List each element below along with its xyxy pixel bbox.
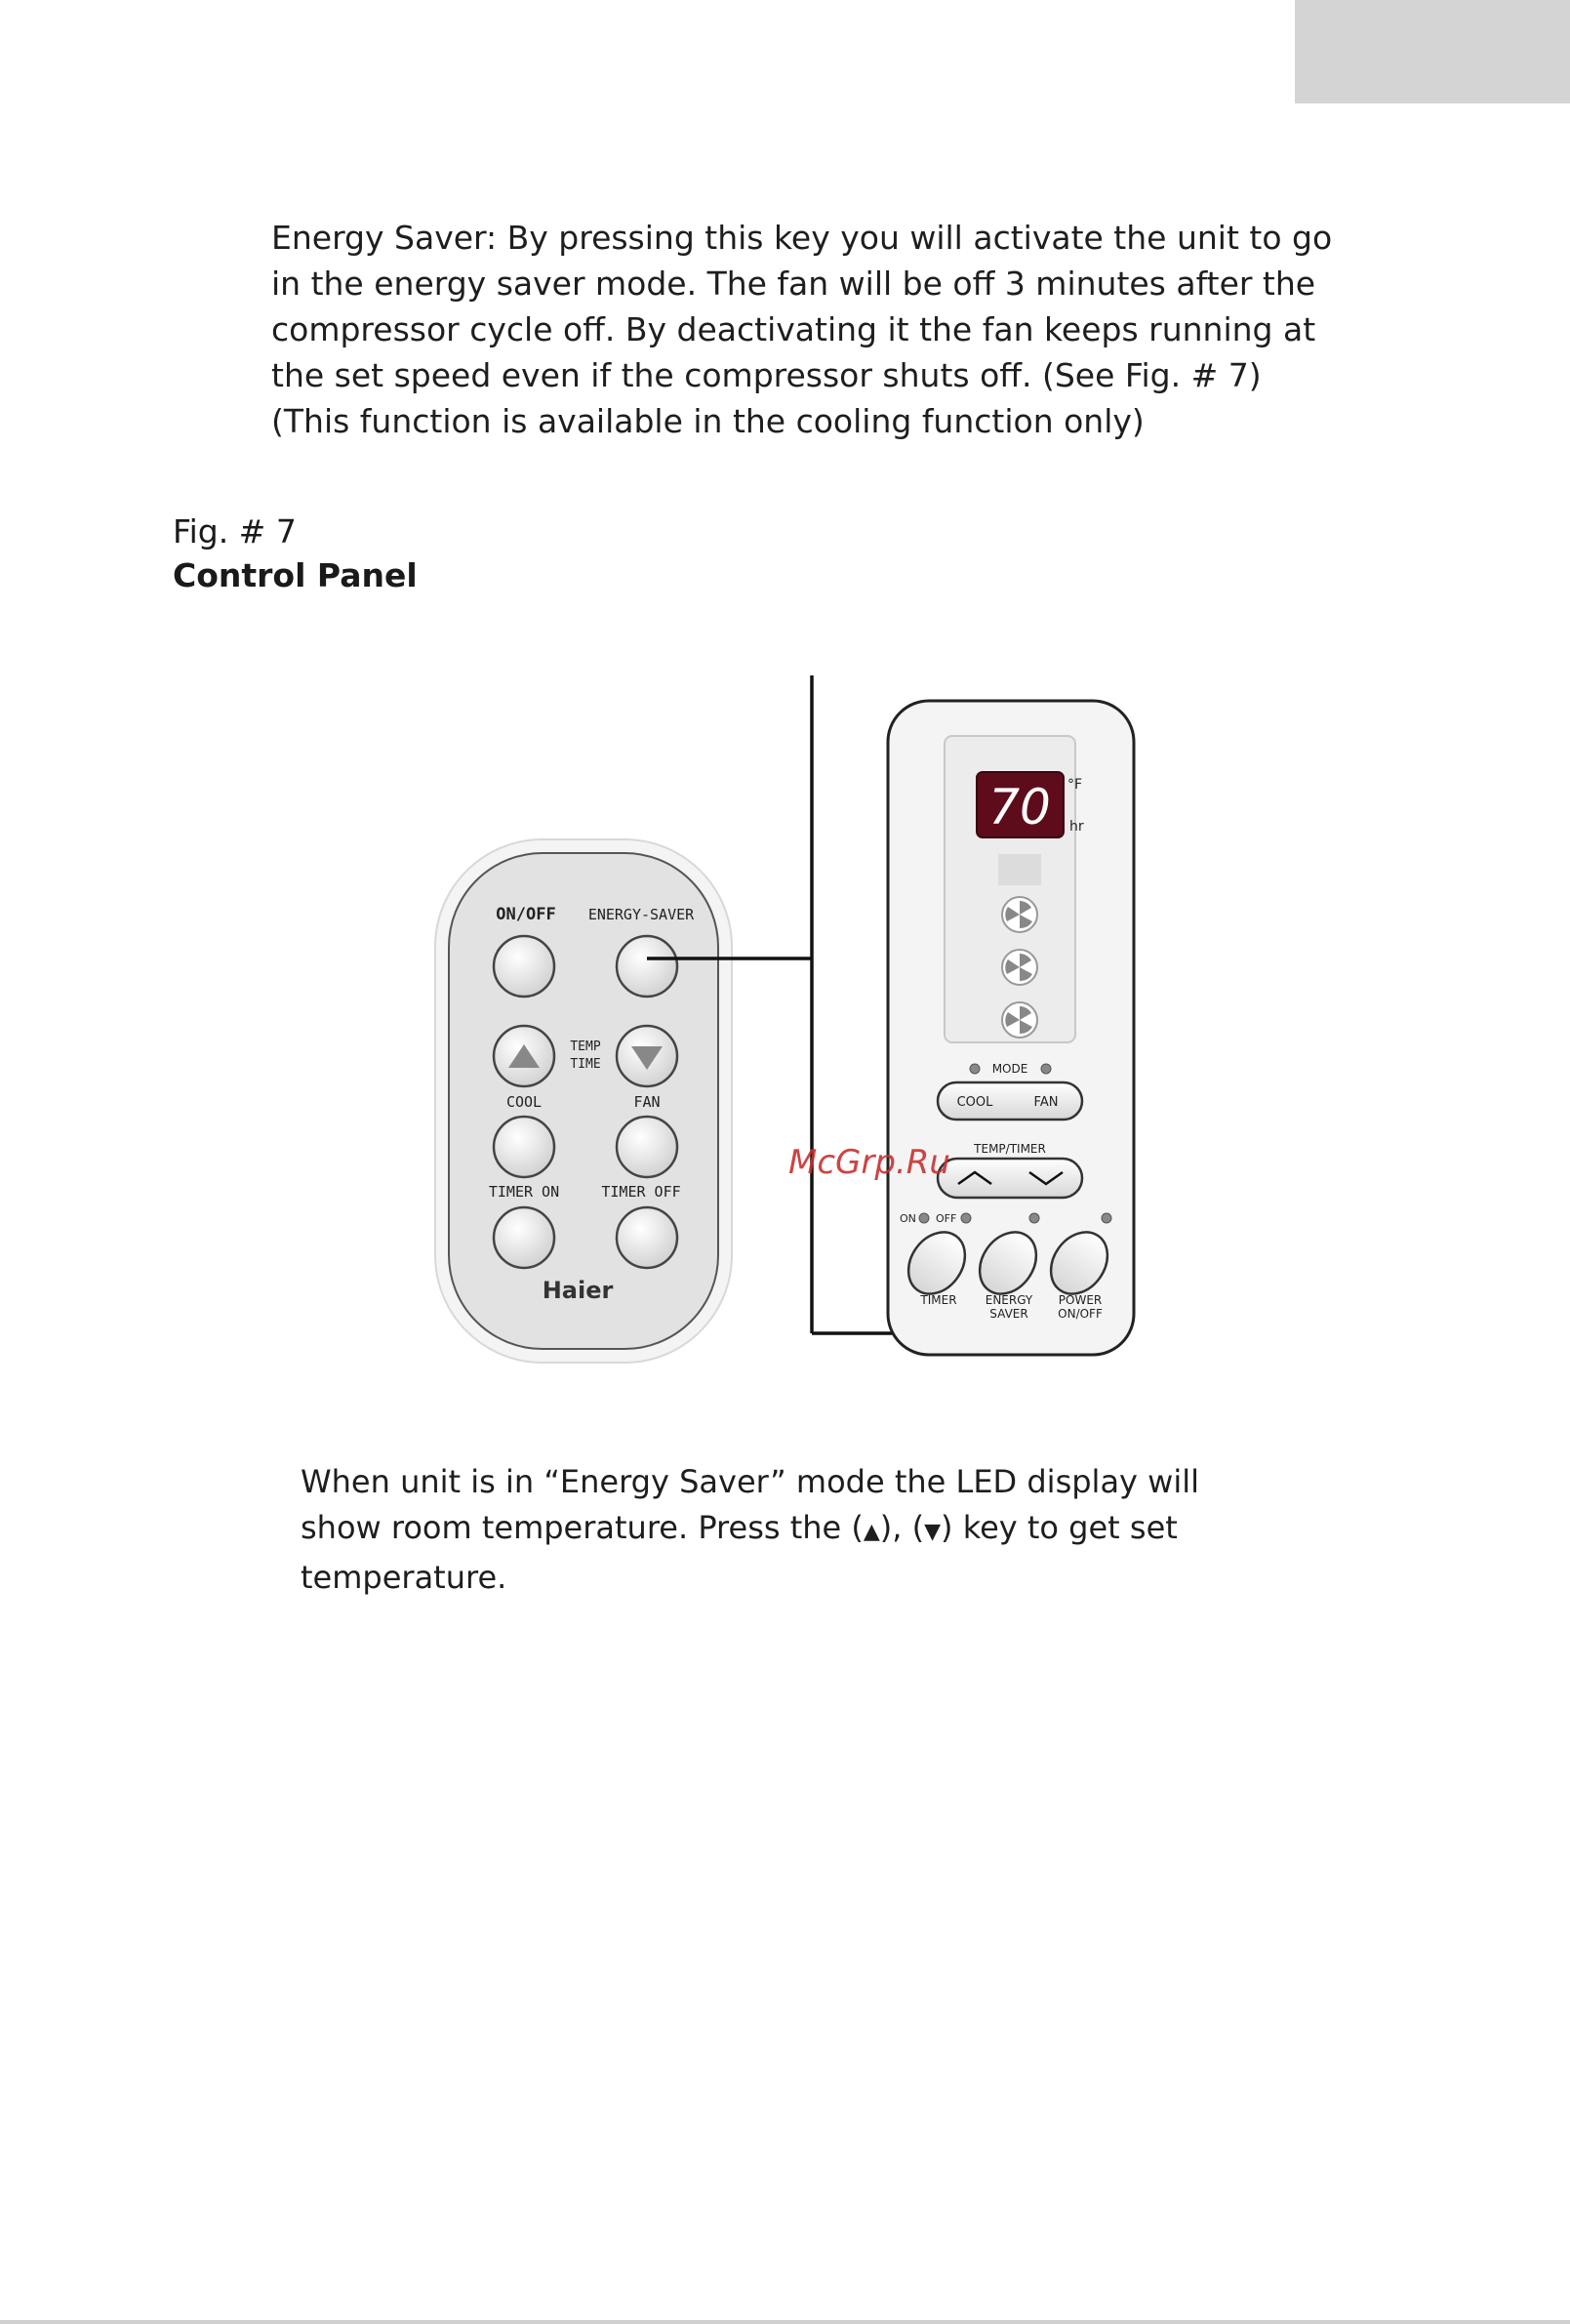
fan-speed-medium-icon	[1002, 950, 1037, 985]
mode-cool-label: COOL	[956, 1095, 993, 1110]
down-arrow-icon: ▼	[924, 1520, 942, 1544]
power-indicator	[1102, 1213, 1111, 1223]
fan-speed-low-icon	[1002, 1002, 1037, 1038]
remote-cool-button[interactable]	[494, 1117, 554, 1177]
remote-control	[435, 839, 732, 1363]
energy-saver-label-line2: SAVER	[989, 1307, 1028, 1321]
remote-time-label: TIME	[570, 1057, 601, 1072]
control-panel-diagram	[420, 664, 1161, 1376]
energy-saver-label-line1: ENERGY	[985, 1293, 1033, 1307]
remote-brand-logo: Haier	[542, 1277, 614, 1304]
remote-on-off-button[interactable]	[494, 936, 554, 997]
remote-timer-off-button[interactable]	[617, 1207, 677, 1268]
timer-on-indicator	[919, 1213, 929, 1223]
unit-f-label: °F	[1067, 777, 1083, 793]
remote-timer-off-label: TIMER OFF	[601, 1183, 681, 1201]
energy-saver-note	[301, 1459, 1276, 1601]
figure-label: Fig. # 7	[173, 512, 297, 550]
led-display-value: 70	[988, 779, 1051, 836]
remote-energy-saver-label: ENERGY-SAVER	[587, 906, 695, 923]
note-text-part3: ) key to get set temperature.	[301, 1509, 1178, 1596]
temp-timer-label: TEMP/TIMER	[974, 1142, 1046, 1156]
timer-off-indicator	[961, 1213, 971, 1223]
fan-speed-high-icon	[1002, 897, 1037, 932]
mode-fan-indicator	[1041, 1064, 1051, 1074]
timer-on-label: ON	[900, 1212, 916, 1225]
remote-fan-label: FAN	[633, 1093, 661, 1111]
indicator-block	[998, 854, 1041, 885]
temp-timer-button[interactable]	[938, 1159, 1082, 1198]
remote-timer-on-button[interactable]	[494, 1207, 554, 1268]
up-arrow-icon: ▲	[863, 1520, 880, 1544]
power-label-line2: ON/OFF	[1058, 1307, 1103, 1321]
unit-control-panel	[888, 701, 1134, 1355]
note-text-part1: When unit is in “Energy Saver” mode the LED display will show room temperature. Press the (	[301, 1463, 1199, 1546]
bottom-rule	[0, 2320, 1570, 2324]
timer-off-label: OFF	[936, 1212, 957, 1225]
mode-fan-label: FAN	[1033, 1095, 1059, 1110]
mode-label: MODE	[991, 1062, 1028, 1076]
energy-saver-paragraph: Energy Saver: By pressing this key you will activate the unit to go in the energy saver mode. The fan will be off 3 minutes after the compressor cycle off. By deactivating it the fan keeps running at the set speed even if the compressor shuts off. (See Fig. # 7) (This function is available in the cooling function only)	[271, 219, 1333, 440]
remote-fan-button[interactable]	[617, 1117, 677, 1177]
remote-temp-label: TEMP	[570, 1040, 601, 1054]
unit-hr-label: hr	[1069, 819, 1084, 835]
remote-energy-saver-button[interactable]	[617, 936, 677, 997]
page-corner-tab	[1295, 0, 1570, 103]
figure-title: Control Panel	[173, 556, 418, 594]
watermark: McGrp.Ru	[788, 1143, 950, 1182]
energy-saver-indicator	[1029, 1213, 1039, 1223]
mode-cool-indicator	[970, 1064, 980, 1074]
remote-timer-on-label: TIMER ON	[488, 1183, 560, 1201]
remote-cool-label: COOL	[505, 1093, 543, 1111]
note-text-part2: ), (	[879, 1509, 925, 1546]
remote-on-off-label: ON/OFF	[496, 905, 556, 924]
timer-button-label: TIMER	[920, 1293, 957, 1307]
power-label-line1: POWER	[1058, 1293, 1103, 1307]
